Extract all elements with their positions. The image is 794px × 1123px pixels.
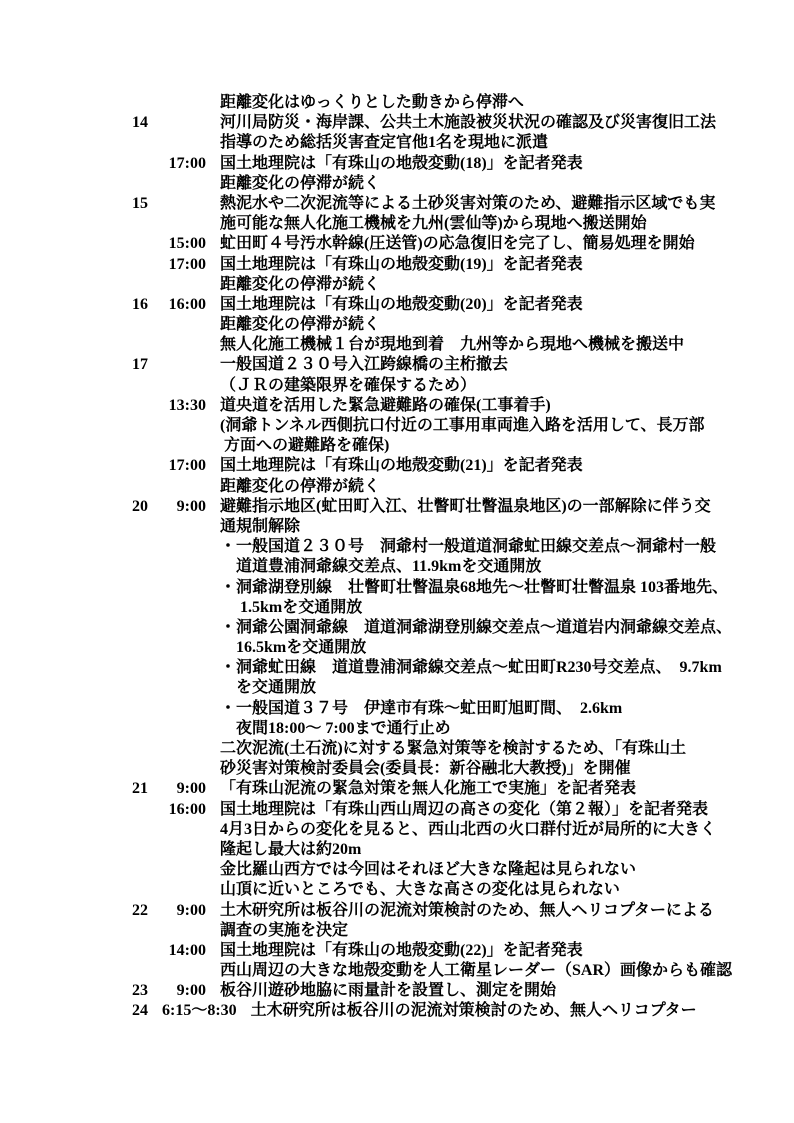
timeline-row <box>132 355 794 375</box>
time-label: 9:00 <box>176 497 206 515</box>
entry-text: 夜間18:00～ 7:00まで通行止め <box>220 719 451 737</box>
timeline-row <box>132 739 794 759</box>
timeline-row <box>132 335 794 355</box>
time-label: 6:15～8:30 <box>162 1002 237 1020</box>
entry-text: 距離変化の停滞が続く <box>220 316 381 334</box>
timeline-row <box>132 376 794 396</box>
day-label: 16 <box>132 295 148 313</box>
time-label: 17:00 <box>168 457 206 475</box>
time-label: 13:30 <box>168 396 206 414</box>
timeline-row <box>132 880 794 900</box>
entry-text: 「有珠山泥流の緊急対策を無人化施工で実施」を記者発表 <box>220 780 637 798</box>
timeline-row <box>132 658 794 678</box>
entry-text: 板谷川遊砂地脇に雨量計を設置し、測定を開始 <box>220 982 557 1000</box>
timeline-row <box>132 820 794 840</box>
day-label: 24 <box>132 1002 148 1020</box>
time-label: 16:00 <box>168 295 206 313</box>
timeline-row <box>132 598 794 618</box>
timeline-row <box>132 537 794 557</box>
entry-text: 砂災害対策検討委員会(委員長：新谷融北大教授)」を開催 <box>220 760 631 778</box>
timeline-row <box>132 941 794 961</box>
timeline-row <box>132 517 794 537</box>
entry-text: ・一般国道２３０号 洞爺村一般道道洞爺虻田線交差点～洞爺村一般 <box>220 538 717 556</box>
timeline-row <box>132 436 794 456</box>
timeline-row <box>132 840 794 860</box>
timeline-row <box>132 961 794 981</box>
day-label: 23 <box>132 982 148 1000</box>
entry-text: 国土地理院は「有珠山の地殻変動(21)」を記者発表 <box>220 457 583 475</box>
entry-text: ・洞爺虻田線 道道豊浦洞爺線交差点～虻田町R230号交差点、 9.7km <box>220 659 722 677</box>
entry-text: 虻田町４号汚水幹線(圧送管)の応急復旧を完了し、簡易処理を開始 <box>220 235 695 253</box>
day-label: 22 <box>132 901 148 919</box>
entry-text: 通規制解除 <box>220 517 301 535</box>
timeline-row <box>132 719 794 739</box>
entry-text: 1.5kmを交通開放 <box>220 598 363 616</box>
entry-text: 4月3日からの変化を見ると、西山北西の火口群付近が局所的に大きく <box>220 820 717 838</box>
chronology-list <box>132 93 794 1022</box>
timeline-row <box>132 578 794 598</box>
entry-text: 指導のため総括災害査定官他1名を現地に派遣 <box>220 134 549 152</box>
timeline-row <box>132 315 794 335</box>
timeline-row <box>132 759 794 779</box>
timeline-row <box>132 699 794 719</box>
timeline-row <box>132 497 794 517</box>
timeline-row <box>132 174 794 194</box>
entry-text: 方面への避難路を確保) <box>220 437 390 455</box>
timeline-row <box>132 295 794 315</box>
timeline-row <box>132 800 794 820</box>
entry-text: 国土地理院は「有珠山の地殻変動(19)」を記者発表 <box>220 255 583 273</box>
timeline-row <box>132 255 794 275</box>
timeline-row <box>132 981 794 1001</box>
timeline-row <box>132 194 794 214</box>
timeline-row <box>132 214 794 234</box>
entry-text: 道央道を活用した緊急避難路の確保(工事着手) <box>220 396 551 414</box>
entry-text: ・洞爺湖登別線 壮瞥町壮瞥温泉68地先～壮瞥町壮瞥温泉 103番地先、 <box>220 578 729 596</box>
entry-text: 16.5kmを交通開放 <box>220 639 367 657</box>
entry-text: 一般国道２３０号入江跨線橋の主桁撤去 <box>220 356 509 374</box>
entry-text: ・一般国道３７号 伊達市有珠～虻田町旭町間、 2.6km <box>220 699 623 717</box>
timeline-row <box>132 416 794 436</box>
entry-text: を交通開放 <box>220 679 317 697</box>
entry-text: 国土地理院は「有珠山西山周辺の高さの変化（第２報）」を記者発表 <box>220 800 709 818</box>
entry-text: (洞爺トンネル西側抗口付近の工事用車両進入路を活用して、長万部 <box>220 417 705 434</box>
day-label: 21 <box>132 780 148 798</box>
timeline-row <box>132 93 794 113</box>
day-label: 20 <box>132 497 148 515</box>
time-label: 9:00 <box>176 982 206 1000</box>
entry-text: 距離変化の停滞が続く <box>220 275 381 293</box>
timeline-row <box>132 113 794 133</box>
entry-text: 隆起し最大は約20m <box>220 840 362 858</box>
timeline-row <box>132 234 794 254</box>
entry-text: 土木研究所は板谷川の泥流対策検討のため、無人ヘリコプターによる <box>220 901 714 919</box>
entry-text: ・洞爺公園洞爺線 道道洞爺湖登別線交差点～道道岩内洞爺線交差点、 <box>220 618 733 636</box>
entry-text: 二次泥流(土石流)に対する緊急対策等を検討するため、「有珠山土 <box>220 740 687 757</box>
entry-text: 距離変化の停滞が続く <box>220 174 381 192</box>
entry-text: 調査の実施を決定 <box>220 921 349 939</box>
day-label: 17 <box>132 356 148 374</box>
entry-text: 河川局防災・海岸課、公共土木施設被災状況の確認及び災害復旧工法 <box>220 114 717 132</box>
timeline-row <box>132 779 794 799</box>
time-label: 9:00 <box>176 901 206 919</box>
time-label: 14:00 <box>168 941 206 959</box>
time-label: 9:00 <box>176 780 206 798</box>
day-label: 14 <box>132 114 148 132</box>
entry-text: 金比羅山西方では今回はそれほど大きな隆起は見られない <box>220 861 637 879</box>
timeline-row <box>132 154 794 174</box>
time-label: 15:00 <box>168 235 206 253</box>
entry-text: 土木研究所は板谷川の泥流対策検討のため、無人ヘリコプター <box>250 1002 697 1020</box>
entry-text: 国土地理院は「有珠山の地殻変動(22)」を記者発表 <box>220 941 583 959</box>
timeline-row <box>132 477 794 497</box>
entry-text: （ＪＲの建築限界を確保するため） <box>220 376 477 394</box>
entry-text: 避難指示地区(虻田町入江、壮瞥町壮瞥温泉地区)の一部解除に伴う交 <box>220 497 711 515</box>
day-label: 15 <box>132 194 148 212</box>
time-label: 16:00 <box>168 800 206 818</box>
timeline-row <box>132 396 794 416</box>
entry-text: 熱泥水や二次泥流等による土砂災害対策のため、避難指示区域でも実 <box>220 194 716 212</box>
timeline-row <box>132 901 794 921</box>
timeline-row <box>132 678 794 698</box>
entry-text: 無人化施工機械１台が現地到着 九州等から現地へ機械を搬送中 <box>220 336 685 354</box>
entry-text: 国土地理院は「有珠山の地殻変動(18)」を記者発表 <box>220 154 583 172</box>
timeline-row <box>132 557 794 577</box>
entry-text: 国土地理院は「有珠山の地殻変動(20)」を記者発表 <box>220 295 583 313</box>
timeline-row <box>132 456 794 476</box>
entry-text: 施可能な無人化施工機械を九州(雲仙等)から現地へ搬送開始 <box>220 215 647 233</box>
timeline-row <box>132 1001 794 1021</box>
timeline-row <box>132 275 794 295</box>
timeline-row <box>132 638 794 658</box>
entry-text: 距離変化はゆっくりとした動きから停滞へ <box>220 94 524 111</box>
time-label: 17:00 <box>168 255 206 273</box>
entry-text: 山頂に近いところでも、大きな高さの変化は見られない <box>220 881 620 899</box>
entry-text: 道道豊浦洞爺線交差点、11.9kmを交通開放 <box>220 558 542 576</box>
timeline-row <box>132 618 794 638</box>
time-label: 17:00 <box>168 154 206 172</box>
timeline-row <box>132 133 794 153</box>
entry-text: 距離変化の停滞が続く <box>220 477 381 495</box>
timeline-row <box>132 860 794 880</box>
entry-text: 西山周辺の大きな地殻変動を人工衛星レーダー（SAR）画像からも確認 <box>220 962 733 980</box>
timeline-row <box>132 921 794 941</box>
